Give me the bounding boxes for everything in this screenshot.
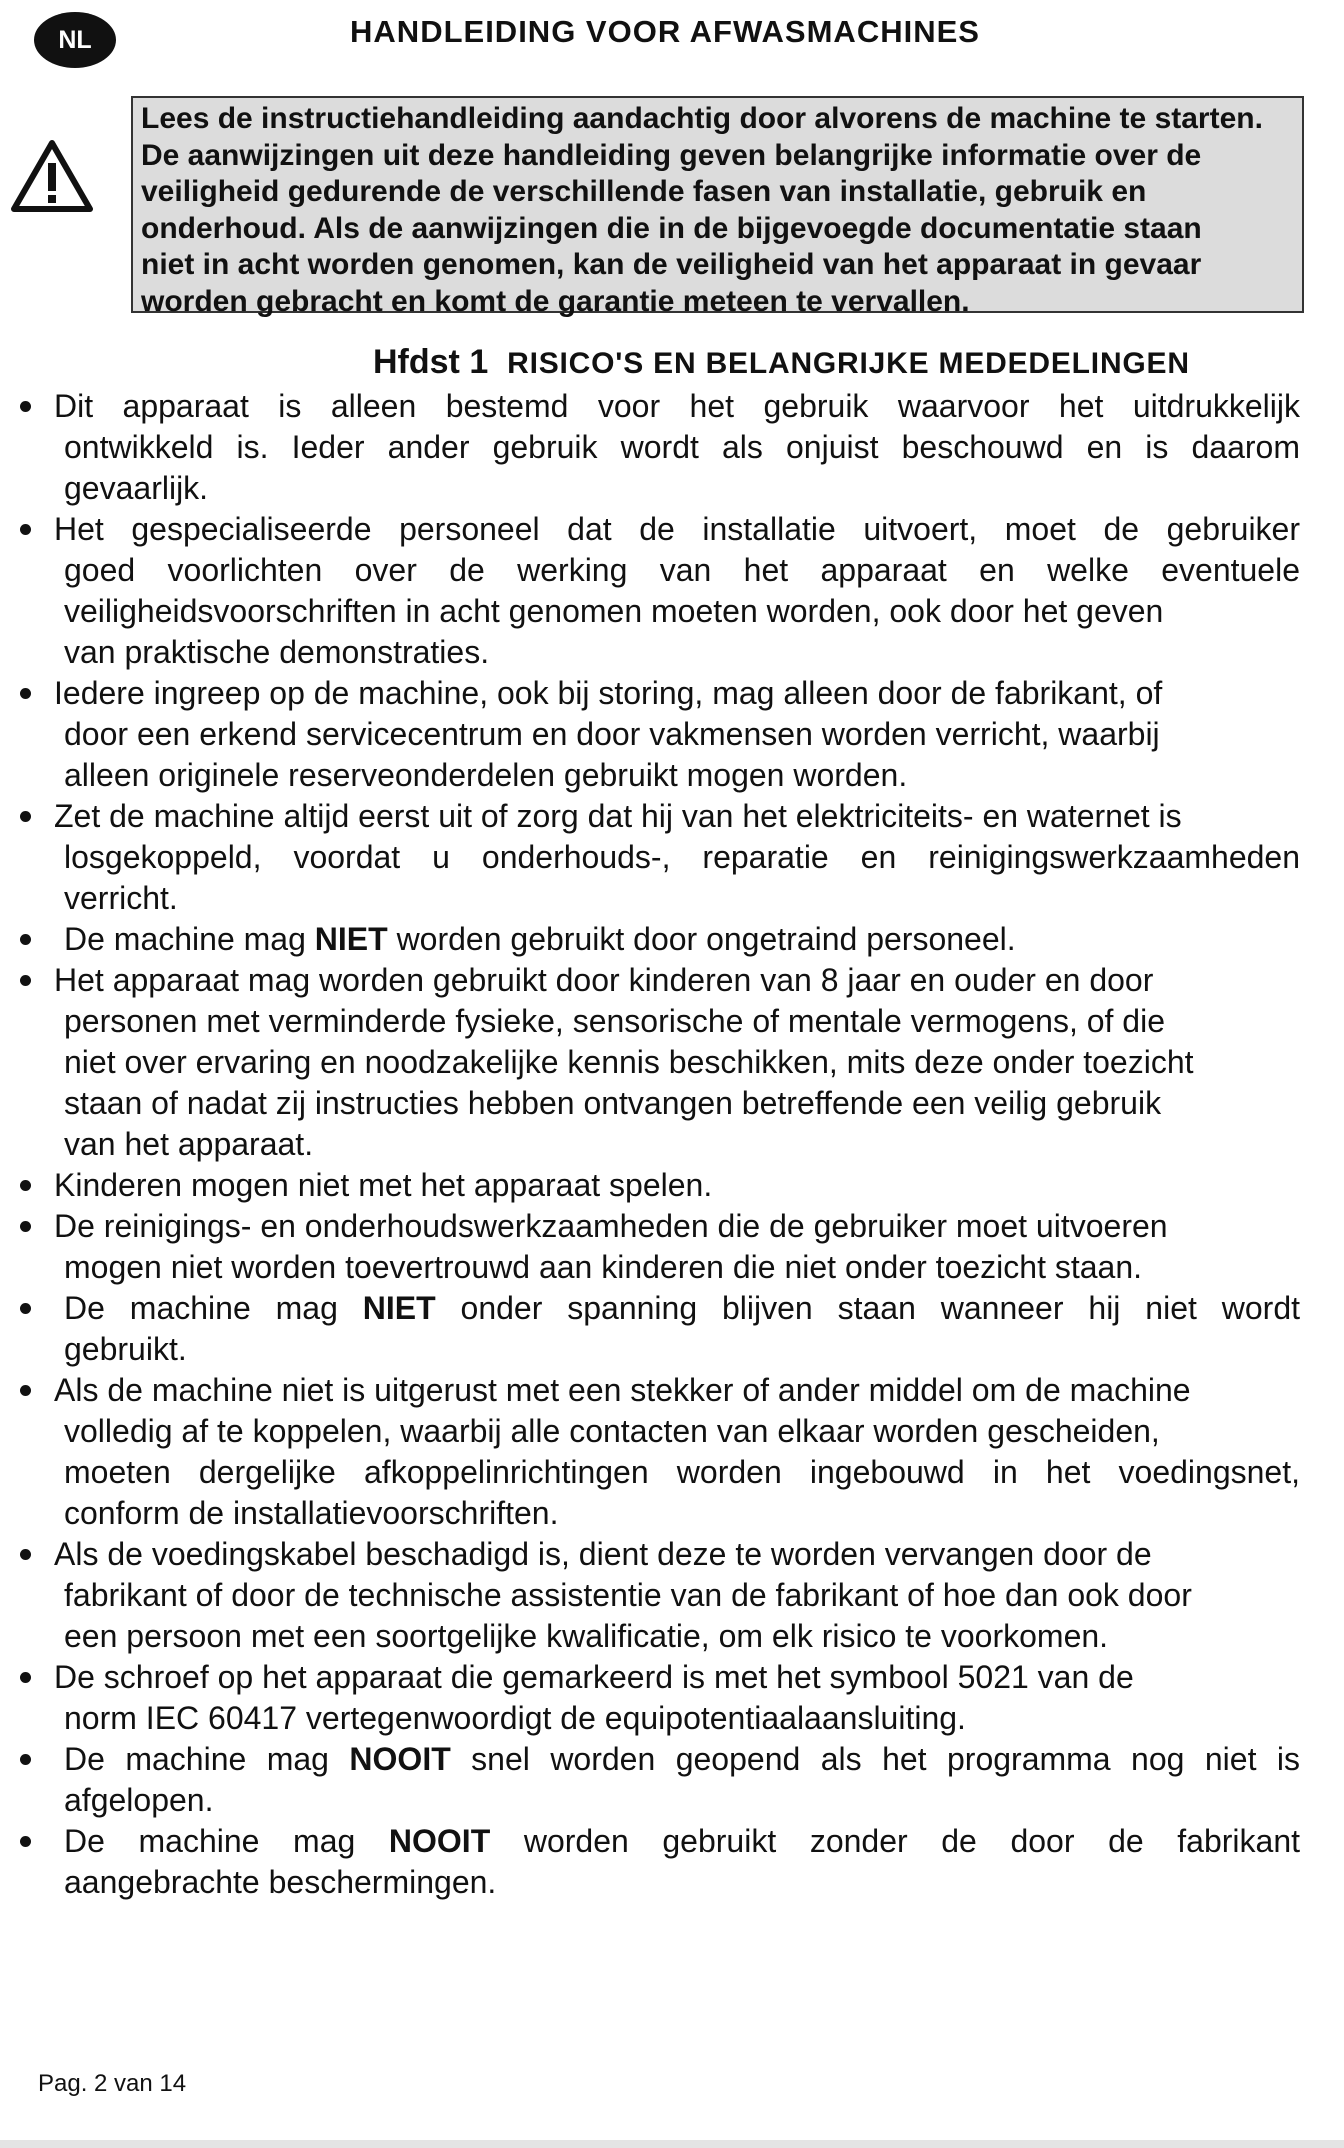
list-item-line: Als de machine niet is uitgerust met een stekker of ander middel om de machine	[54, 1372, 1191, 1408]
list-item-line: Het apparaat mag worden gebruikt door kinderen van 8 jaar en ouder en door	[54, 962, 1154, 998]
safety-warning-box	[131, 96, 1304, 318]
list-item-line: goed voorlichten over de werking van het apparaat en welke eventuele	[64, 552, 1300, 588]
list-item-line: volledig af te koppelen, waarbij alle contacten van elkaar worden gescheiden,	[64, 1413, 1160, 1449]
chapter-heading	[373, 343, 1313, 382]
list-item	[0, 1165, 1344, 1206]
text-run: De machine mag	[64, 921, 315, 957]
list-item	[0, 1534, 1344, 1657]
text-run: snel worden geopend als het programma nog niet is	[450, 1741, 1301, 1777]
list-item	[0, 1370, 1344, 1534]
list-item-line: conform de installatievoorschriften.	[64, 1495, 559, 1531]
list-item	[0, 509, 1344, 673]
list-item-line	[0, 1739, 1300, 1780]
text-run: De machine mag	[64, 1741, 350, 1777]
list-item	[0, 1657, 1344, 1739]
warning-line: Lees de instructiehandleiding aandachtig door alvorens de machine te starten.	[141, 102, 1263, 135]
list-item-line: Het gespecialiseerde personeel dat de installatie uitvoert, moet de gebruiker	[54, 511, 1300, 547]
list-item-line: afgelopen.	[64, 1782, 214, 1818]
list-item-line: mogen niet worden toevertrouwd aan kinderen die niet onder toezicht staan.	[64, 1249, 1143, 1285]
list-item	[0, 1206, 1344, 1288]
list-item	[0, 1739, 1344, 1821]
list-item-line: Iedere ingreep op de machine, ook bij storing, mag alleen door de fabrikant, of	[54, 675, 1163, 711]
emphasis-text: NIET	[314, 921, 388, 957]
emphasis-text: NOOIT	[349, 1741, 451, 1777]
list-item-line: De reinigings- en onderhoudswerkzaamheden die de gebruiker moet uitvoeren	[54, 1208, 1168, 1244]
list-item-line: ontwikkeld is. Ieder ander gebruik wordt als onjuist beschouwd en is daarom	[64, 429, 1300, 465]
list-item-line: gevaarlijk.	[64, 470, 209, 506]
warning-line: niet in acht worden genomen, kan de veiligheid van het apparaat in gevaar	[141, 248, 1202, 281]
list-item-line: staan of nadat zij instructies hebben ontvangen betreffende een veilig gebruik	[64, 1085, 1162, 1121]
list-item	[0, 919, 1344, 960]
list-item-line	[0, 1821, 1300, 1862]
list-item-line: personen met verminderde fysieke, sensorische of mentale vermogens, of die	[64, 1003, 1165, 1039]
list-item-line: losgekoppeld, voordat u onderhouds-, reparatie en reinigingswerkzaamheden	[64, 839, 1300, 875]
page-bottom-edge	[0, 2140, 1344, 2148]
text-run: worden gebruikt zonder de door de fabrikant	[490, 1823, 1301, 1859]
text-run: De machine mag	[64, 1823, 389, 1859]
warning-triangle-icon	[10, 138, 94, 214]
list-item-line: norm IEC 60417 vertegenwoordigt de equipotentiaalaansluiting.	[64, 1700, 966, 1736]
list-item-line: aangebrachte beschermingen.	[64, 1864, 497, 1900]
document-title: HANDLEIDING VOOR AFWASMACHINES	[350, 14, 980, 49]
list-item-line: door een erkend servicecentrum en door vakmensen worden verricht, waarbij	[64, 716, 1160, 752]
emphasis-text: NIET	[362, 1290, 436, 1326]
chapter-label: Hfdst 1	[373, 343, 489, 381]
emphasis-text: NOOIT	[388, 1823, 491, 1859]
list-item-line: Kinderen mogen niet met het apparaat spelen.	[54, 1167, 713, 1203]
page-number: Pag. 2 van 14	[38, 2070, 187, 2097]
list-item	[0, 1821, 1344, 1903]
risk-list	[0, 386, 1344, 1903]
list-item	[0, 386, 1344, 509]
list-item-line: Zet de machine altijd eerst uit of zorg dat hij van het elektriciteits- en waternet is	[54, 798, 1182, 834]
text-run: De machine mag	[64, 1290, 363, 1326]
list-item	[0, 796, 1344, 919]
warning-line: worden gebracht en komt de garantie meteen te vervallen.	[141, 284, 970, 318]
list-item-line: gebruikt.	[64, 1331, 187, 1367]
list-item-line	[0, 919, 1300, 960]
language-badge: NL	[34, 12, 116, 68]
list-item-line: alleen originele reserveonderdelen gebruikt mogen worden.	[64, 757, 908, 793]
text-run: onder spanning blijven staan wanneer hij niet wordt	[435, 1290, 1301, 1326]
list-item-line: van het apparaat.	[64, 1126, 314, 1162]
list-item	[0, 960, 1344, 1165]
list-item-line: Dit apparaat is alleen bestemd voor het gebruik waarvoor het uitdrukkelijk	[54, 388, 1300, 424]
list-item-line: van praktische demonstraties.	[64, 634, 490, 670]
list-item-line: moeten dergelijke afkoppelinrichtingen worden ingebouwd in het voedingsnet,	[64, 1454, 1300, 1490]
list-item-line: verricht.	[64, 880, 178, 916]
list-item-line: De schroef op het apparaat die gemarkeerd is met het symbool 5021 van de	[54, 1659, 1134, 1695]
list-item-line: een persoon met een soortgelijke kwalificatie, om elk risico te voorkomen.	[64, 1618, 1109, 1654]
list-item	[0, 1288, 1344, 1370]
text-run: worden gebruikt door ongetraind personeel.	[387, 921, 1016, 957]
warning-line: veiligheid gedurende de verschillende fasen van installatie, gebruik en	[141, 175, 1147, 208]
list-item-line: Als de voedingskabel beschadigd is, dient deze te worden vervangen door de	[54, 1536, 1152, 1572]
list-item-line: fabrikant of door de technische assistentie van de fabrikant of hoe dan ook door	[64, 1577, 1192, 1613]
list-item	[0, 673, 1344, 796]
warning-line: De aanwijzingen uit deze handleiding geven belangrijke informatie over de	[141, 138, 1202, 172]
warning-line: onderhoud. Als de aanwijzingen die in de bijgevoegde documentatie staan	[141, 211, 1202, 245]
list-item-line	[0, 1288, 1300, 1329]
chapter-title: RISICO'S EN BELANGRIJKE MEDEDELINGEN	[507, 347, 1190, 380]
list-item-line: veiligheidsvoorschriften in acht genomen moeten worden, ook door het geven	[64, 593, 1164, 629]
list-item-line: niet over ervaring en noodzakelijke kennis beschikken, mits deze onder toezicht	[64, 1044, 1194, 1080]
